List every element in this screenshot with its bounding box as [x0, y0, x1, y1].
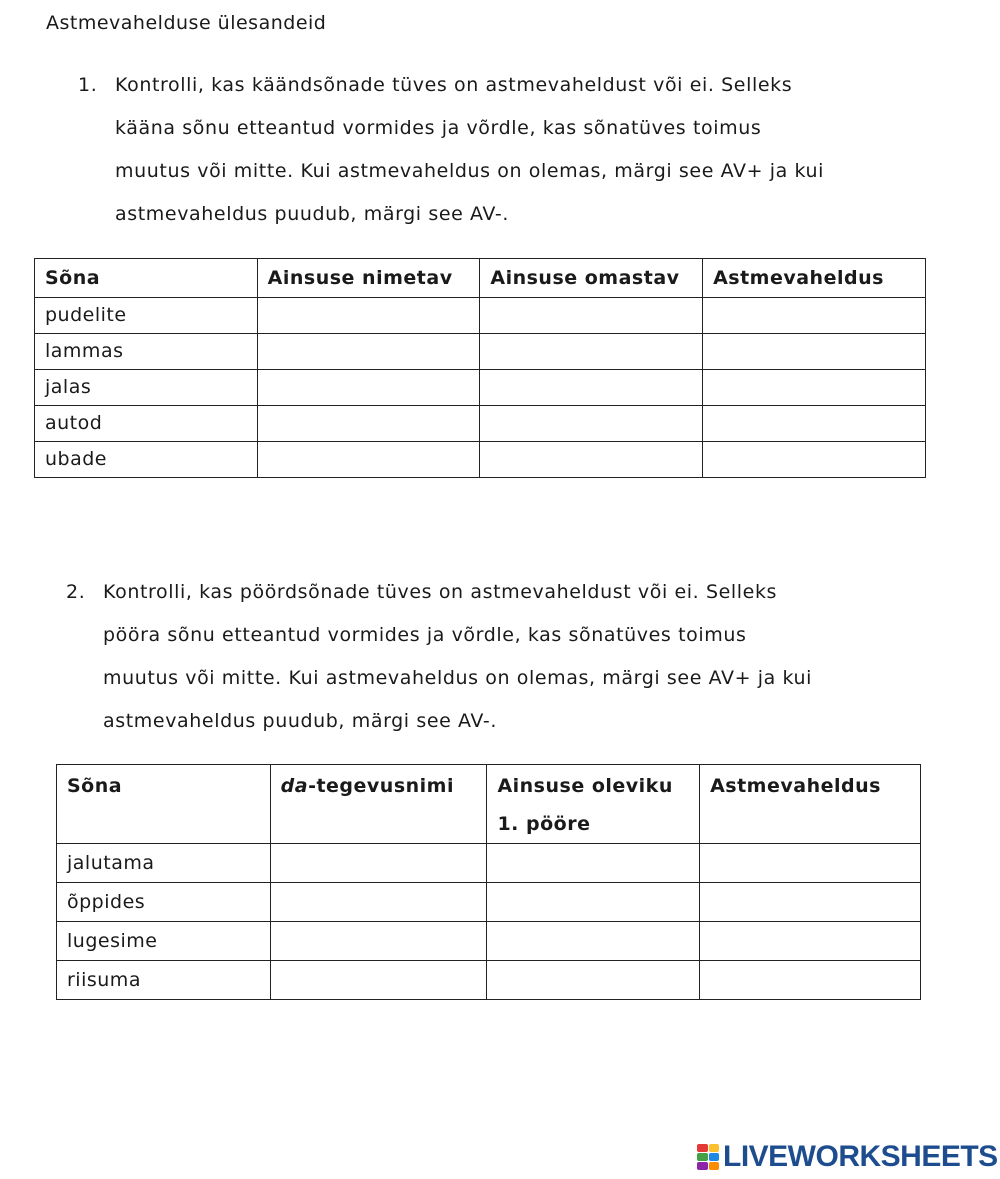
- answer-cell[interactable]: [700, 961, 921, 1000]
- task-2-line: astmevaheldus puudub, märgi see AV-.: [103, 710, 498, 732]
- word-cell: lugesime: [57, 922, 271, 961]
- word-cell: autod: [35, 406, 258, 442]
- answer-cell[interactable]: [257, 334, 480, 370]
- task-2-line: muutus või mitte. Kui astmevaheldus on olemas, märgi see AV+ ja kui: [103, 667, 813, 689]
- word-cell: riisuma: [57, 961, 271, 1000]
- word-cell: jalutama: [57, 844, 271, 883]
- table-row: [57, 844, 921, 883]
- word-cell: ubade: [35, 442, 258, 478]
- answer-cell[interactable]: [487, 961, 700, 1000]
- logo-mark-square: [709, 1162, 720, 1170]
- table-header-row: [57, 765, 921, 844]
- answer-cell[interactable]: [257, 442, 480, 478]
- task-2-number: 2.: [66, 581, 86, 603]
- logo-mark-square: [709, 1144, 720, 1152]
- logo-mark-square: [697, 1162, 708, 1170]
- logo-mark-square: [697, 1153, 708, 1161]
- answer-cell[interactable]: [257, 298, 480, 334]
- task-2-line: pööra sõnu etteantud vormides ja võrdle, kas sõnatüves toimus: [103, 624, 747, 646]
- logo-text: LIVEWORKSHEETS: [723, 1140, 998, 1173]
- task-1-line: kääna sõnu etteantud vormides ja võrdle, kas sõnatüves toimus: [115, 117, 762, 139]
- table-row: [35, 370, 926, 406]
- logo-mark-icon: [697, 1144, 719, 1170]
- task-1-number: 1.: [78, 74, 98, 96]
- column-header-word: Sõna: [57, 765, 271, 844]
- table-header-row: [35, 259, 926, 298]
- header-suffix: -tegevusnimi: [308, 775, 454, 797]
- logo-mark-square: [697, 1144, 708, 1152]
- answer-cell[interactable]: [270, 883, 487, 922]
- table-row: [57, 961, 921, 1000]
- answer-cell[interactable]: [703, 370, 926, 406]
- answer-cell[interactable]: [700, 922, 921, 961]
- answer-cell[interactable]: [480, 370, 703, 406]
- answer-cell[interactable]: [257, 406, 480, 442]
- answer-cell[interactable]: [700, 883, 921, 922]
- header-italic-prefix: da: [280, 775, 309, 797]
- table-row: [35, 298, 926, 334]
- word-cell: õppides: [57, 883, 271, 922]
- column-header-word: Sõna: [35, 259, 258, 298]
- task-2-line: Kontrolli, kas pöördsõnade tüves on astmevaheldust või ei. Selleks: [103, 581, 778, 603]
- answer-cell[interactable]: [703, 406, 926, 442]
- table-row: [57, 883, 921, 922]
- column-header-gradation: Astmevaheldus: [700, 765, 921, 844]
- answer-cell[interactable]: [703, 442, 926, 478]
- answer-cell[interactable]: [257, 370, 480, 406]
- answer-cell[interactable]: [700, 844, 921, 883]
- word-cell: pudelite: [35, 298, 258, 334]
- answer-cell[interactable]: [270, 961, 487, 1000]
- header-line-1: Ainsuse oleviku: [497, 775, 673, 797]
- task-1-line: astmevaheldus puudub, märgi see AV-.: [115, 203, 510, 225]
- liveworksheets-logo[interactable]: [697, 1139, 998, 1175]
- answer-cell[interactable]: [703, 334, 926, 370]
- answer-cell[interactable]: [480, 298, 703, 334]
- header-line-2: 1. pööre: [497, 813, 591, 835]
- table-row: [35, 334, 926, 370]
- answer-cell[interactable]: [480, 442, 703, 478]
- column-header-nominative: Ainsuse nimetav: [257, 259, 480, 298]
- answer-cell[interactable]: [487, 883, 700, 922]
- column-header-genitive: Ainsuse omastav: [480, 259, 703, 298]
- task-2-instructions: [66, 571, 936, 743]
- answer-cell[interactable]: [270, 922, 487, 961]
- task-1-table: [34, 258, 926, 478]
- table-row: [35, 442, 926, 478]
- answer-cell[interactable]: [703, 298, 926, 334]
- answer-cell[interactable]: [487, 844, 700, 883]
- page-title: Astmevahelduse ülesandeid: [46, 12, 327, 34]
- logo-mark-square: [709, 1153, 720, 1161]
- answer-cell[interactable]: [480, 406, 703, 442]
- column-header-present: [487, 765, 700, 844]
- table-row: [35, 406, 926, 442]
- answer-cell[interactable]: [270, 844, 487, 883]
- answer-cell[interactable]: [480, 334, 703, 370]
- task-1-instructions: [78, 64, 938, 236]
- task-2-table: [56, 764, 921, 1000]
- answer-cell[interactable]: [487, 922, 700, 961]
- word-cell: lammas: [35, 334, 258, 370]
- task-1-line: muutus või mitte. Kui astmevaheldus on olemas, märgi see AV+ ja kui: [115, 160, 825, 182]
- column-header-infinitive: [270, 765, 487, 844]
- table-row: [57, 922, 921, 961]
- column-header-gradation: Astmevaheldus: [703, 259, 926, 298]
- word-cell: jalas: [35, 370, 258, 406]
- task-1-line: Kontrolli, kas käändsõnade tüves on astmevaheldust või ei. Selleks: [115, 74, 793, 96]
